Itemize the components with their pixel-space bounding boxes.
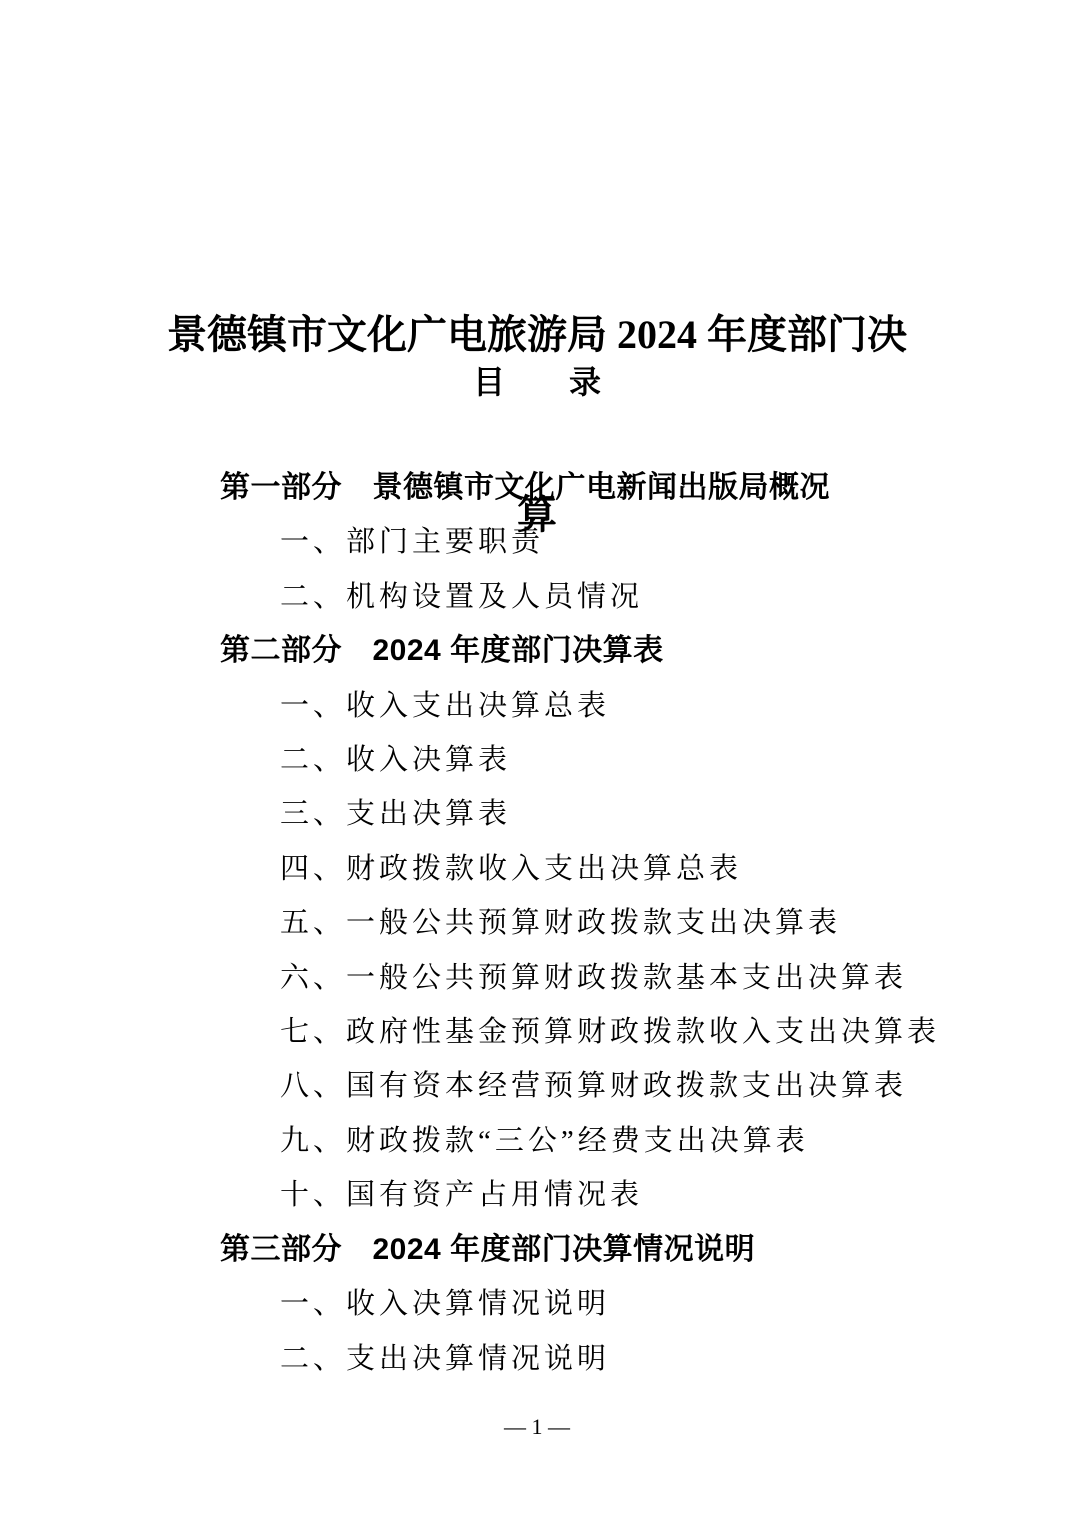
toc-section-part1: 第一部分 景德镇市文化广电新闻出版局概况 bbox=[220, 471, 830, 504]
document-title-line1: 景德镇市文化广电旅游局 2024 年度部门决 bbox=[167, 312, 907, 357]
toc-item: 八、国有资本经营预算财政拨款支出决算表 bbox=[280, 1070, 908, 1103]
toc-section-part3: 第三部分 2024 年度部门决算情况说明 bbox=[220, 1232, 756, 1266]
toc-item: 一、部门主要职责 bbox=[280, 526, 545, 559]
toc-item: 一、收入决算情况说明 bbox=[280, 1288, 611, 1321]
table-of-contents bbox=[0, 461, 1074, 1386]
toc-item: 二、支出决算情况说明 bbox=[280, 1342, 611, 1375]
toc-item: 七、政府性基金预算财政拨款收入支出决算表 bbox=[280, 1016, 941, 1049]
toc-item: 二、收入决算表 bbox=[280, 744, 512, 777]
toc-item: 九、财政拨款“三公”经费支出决算表 bbox=[280, 1124, 809, 1157]
toc-item: 六、一般公共预算财政拨款基本支出决算表 bbox=[280, 961, 908, 994]
toc-item: 十、国有资产占用情况表 bbox=[280, 1179, 644, 1212]
document-title-line2: 算 bbox=[517, 492, 557, 537]
toc-section-part2: 第二部分 2024 年度部门决算表 bbox=[220, 634, 664, 668]
toc-item: 四、财政拨款收入支出决算总表 bbox=[280, 852, 743, 885]
page-number: — 1 — bbox=[504, 1414, 570, 1439]
toc-item: 一、收入支出决算总表 bbox=[280, 689, 611, 722]
toc-item: 五、一般公共预算财政拨款支出决算表 bbox=[280, 907, 842, 940]
toc-item: 三、支出决算表 bbox=[280, 798, 512, 831]
toc-item: 二、机构设置及人员情况 bbox=[280, 580, 644, 613]
toc-heading: 目 录 bbox=[472, 364, 601, 400]
